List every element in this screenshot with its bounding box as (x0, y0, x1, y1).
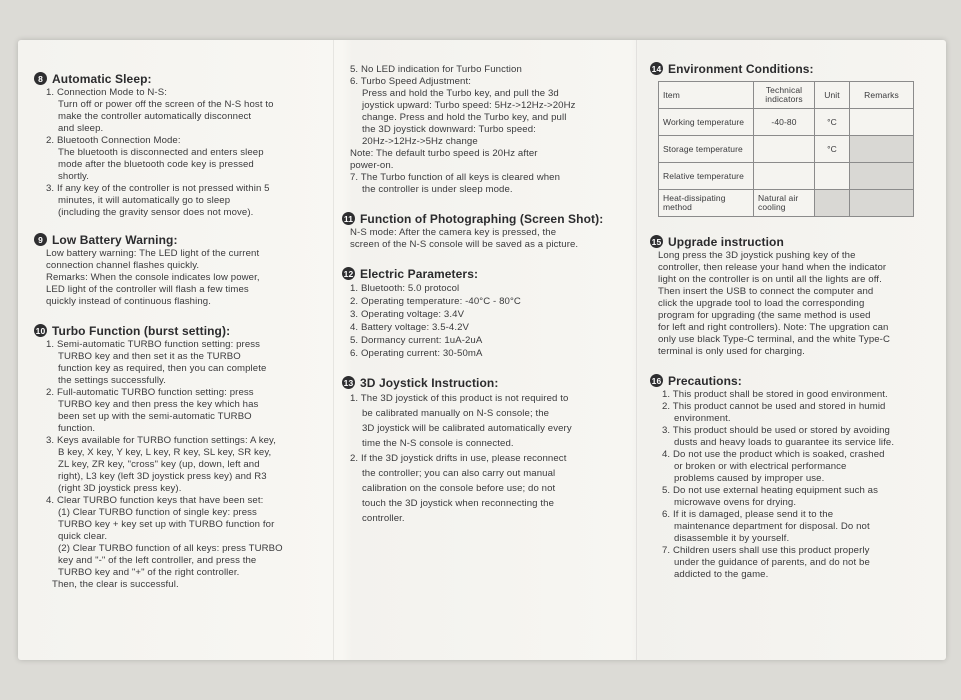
text-line: Press and hold the Turbo key, and pull the 3d (362, 88, 559, 99)
table-cell (754, 136, 815, 163)
table-cell (850, 163, 914, 190)
text-line: function key as required, then you can complete (58, 363, 267, 374)
text-line: 1. Connection Mode to N-S: (46, 87, 167, 98)
table-cell: Relative temperature (659, 163, 754, 190)
text-line: controller, then release your hand when the indicator (658, 262, 887, 273)
text-line: Then, the clear is successful. (52, 579, 179, 590)
text-line: Note: The default turbo speed is 20Hz after (350, 148, 538, 159)
text-line: change. Press and hold the Turbo key, and pull (362, 112, 567, 123)
text-line: 5. Do not use external heating equipment such as (662, 485, 878, 496)
text-line: Then insert the USB to connect the computer and (658, 286, 874, 297)
text-line: maintenance department for disposal. Do not (674, 521, 870, 532)
section-9-heading (34, 233, 324, 246)
table-cell: Natural air cooling (754, 190, 815, 217)
table-cell: Working temperature (659, 109, 754, 136)
text-line: dusts and heavy loads to guarantee its service life. (674, 437, 895, 448)
section-number-badge: 9 (34, 233, 47, 246)
text-line: only use black Type-C terminal, and the white Type-C (658, 334, 891, 345)
text-line: 3D joystick will be calibrated automatically every (362, 423, 572, 434)
text-line: and sleep. (58, 123, 104, 134)
table-cell (850, 109, 914, 136)
text-line: microwave ovens for drying. (674, 497, 797, 508)
text-line: N-S mode: After the camera key is pressed, the (350, 227, 557, 238)
header-cell: Technical indicators (754, 82, 815, 109)
text-line: Remarks: When the console indicates low power, (46, 272, 260, 283)
text-line: 2. If the 3D joystick drifts in use, please reconnect (350, 453, 567, 464)
text-line: 6. Operating current: 30-50mA (350, 348, 483, 359)
text-line: 3. Operating voltage: 3.4V (350, 309, 465, 320)
section-number-badge: 11 (343, 213, 354, 224)
text-line: 3. If any key of the controller is not pressed within 5 (46, 183, 270, 194)
section-title: Electric Parameters: (360, 266, 479, 281)
table-cell (850, 136, 914, 163)
text-line: (1) Clear TURBO function of single key: press (58, 507, 257, 518)
header-cell: Unit (815, 82, 850, 109)
text-line: 4. Battery voltage: 3.5-4.2V (350, 322, 470, 333)
column-right (650, 62, 940, 581)
text-line: been set up with the semi-automatic TURBO (58, 411, 252, 422)
text-line: 1. The 3D joystick of this product is not required to (350, 393, 569, 404)
text-line: 2. Bluetooth Connection Mode: (46, 135, 181, 146)
table-cell: Storage temperature (659, 136, 754, 163)
section-10-heading (34, 324, 324, 337)
text-line: 1. Semi-automatic TURBO function setting: press (46, 339, 261, 350)
environment-table (658, 81, 914, 217)
text-line: 6. Turbo Speed Adjustment: (350, 76, 471, 87)
text-line: for left and right controllers). Note: The upgration can (658, 322, 889, 333)
text-line: connection channel flashes quickly. (46, 260, 200, 271)
text-line: 1. Bluetooth: 5.0 protocol (350, 283, 460, 294)
text-line: 1. This product shall be stored in good environment. (662, 389, 888, 400)
text-line: minutes, it will automatically go to sleep (58, 195, 231, 206)
text-line: light on the controller is on until all the lights are off. (658, 274, 882, 285)
section-number-badge: 14 (651, 63, 662, 74)
text-line: TURBO key and then press the key which has (58, 399, 259, 410)
text-line: the controller is under sleep mode. (362, 184, 513, 195)
table-cell (850, 190, 914, 217)
text-line: quickly instead of continuous flashing. (46, 296, 211, 307)
table-row (659, 109, 914, 136)
text-line: ZL key, ZR key, "cross" key (up, down, left and (58, 459, 260, 470)
table-row (659, 163, 914, 190)
section-title: Precautions: (668, 373, 742, 388)
section-number-badge: 12 (343, 268, 354, 279)
text-line: 2. This product cannot be used and stored in humid (662, 401, 886, 412)
text-line: the settings successfully. (58, 375, 166, 386)
fold-line-right (636, 40, 637, 660)
table-cell (815, 163, 850, 190)
table-header-row (659, 82, 914, 109)
table-cell (754, 163, 815, 190)
text-line: controller. (362, 513, 405, 524)
text-line: make the controller automatically disconnect (58, 111, 252, 122)
text-line: B key, X key, Y key, L key, R key, SL key, SR key, (58, 447, 272, 458)
text-line: problems caused by improper use. (674, 473, 825, 484)
table-cell: °C (815, 109, 850, 136)
section-number-badge: 10 (35, 325, 46, 336)
text-line: Turn off or power off the screen of the N-S host to (58, 99, 274, 110)
text-line: TURBO key and then set it as the TURBO (58, 351, 241, 362)
section-14-heading (650, 62, 940, 75)
table-row (659, 190, 914, 217)
section-title: Automatic Sleep: (52, 71, 152, 86)
text-line: mode after the bluetooth code key is pressed (58, 159, 254, 170)
section-16-heading (650, 374, 940, 387)
text-line: 20Hz->12Hz->5Hz change (362, 136, 478, 147)
text-line: or broken or with electrical performance (674, 461, 847, 472)
section-title: Low Battery Warning: (52, 232, 178, 247)
table-row (659, 136, 914, 163)
text-line: right), L3 key (left 3D joystick press key) and R3 (58, 471, 267, 482)
section-13-heading (342, 376, 630, 389)
column-left (34, 72, 324, 591)
text-line: 4. Clear TURBO function keys that have been set: (46, 495, 264, 506)
text-line: 4. Do not use the product which is soaked, crashed (662, 449, 885, 460)
section-11-heading (342, 212, 630, 225)
text-line: quick clear. (58, 531, 108, 542)
section-title: Upgrade instruction (668, 234, 784, 249)
text-line: 6. If it is damaged, please send it to the (662, 509, 834, 520)
header-cell: Remarks (850, 82, 914, 109)
table-cell: -40-80 (754, 109, 815, 136)
text-line: the 3D joystick downward: Turbo speed: (362, 124, 536, 135)
text-line: under the guidance of parents, and do not be (674, 557, 870, 568)
text-line: terminal is only used for charging. (658, 346, 805, 357)
text-line: joystick upward: Turbo speed: 5Hz->12Hz->20Hz (362, 100, 576, 111)
text-line: power-on. (350, 160, 394, 171)
column-middle (343, 64, 630, 526)
section-number-badge: 13 (343, 377, 354, 388)
text-line: shortly. (58, 171, 90, 182)
text-line: key and "-" of the left controller, and press the (58, 555, 257, 566)
text-line: 3. Keys available for TURBO function settings: A key, (46, 435, 276, 446)
text-line: TURBO key and "+" of the right controller. (58, 567, 240, 578)
text-line: function. (58, 423, 96, 434)
section-number-badge: 8 (34, 72, 47, 85)
text-line: screen of the N-S console will be saved as a picture. (350, 239, 579, 250)
section-title: Function of Photographing (Screen Shot): (360, 211, 604, 226)
text-line: 5. No LED indication for Turbo Function (350, 64, 522, 75)
text-line: TURBO key + key set up with TURBO function for (58, 519, 275, 530)
header-cell: Item (659, 82, 754, 109)
table-cell: °C (815, 136, 850, 163)
text-line: 7. The Turbo function of all keys is cleared when (350, 172, 561, 183)
text-line: 3. This product should be used or stored by avoiding (662, 425, 890, 436)
text-line: The bluetooth is disconnected and enters sleep (58, 147, 264, 158)
text-line: click the upgrade tool to load the corresponding (658, 298, 865, 309)
section-12-heading (342, 267, 630, 280)
section-number-badge: 16 (651, 375, 662, 386)
section-title: Environment Conditions: (668, 61, 814, 76)
table-cell: Heat-dissipating method (659, 190, 754, 217)
section-title: 3D Joystick Instruction: (360, 375, 499, 390)
section-number-badge: 15 (651, 236, 662, 247)
text-line: Low battery warning: The LED light of the current (46, 248, 260, 259)
fold-line-left (333, 40, 334, 660)
table-cell (815, 190, 850, 217)
text-line: (2) Clear TURBO function of all keys: press TURBO (58, 543, 283, 554)
text-line: LED light of the controller will flash a few times (46, 284, 249, 295)
section-8-heading (34, 72, 324, 85)
text-line: 2. Operating temperature: -40°C - 80°C (350, 296, 521, 307)
text-line: 2. Full-automatic TURBO function setting: press (46, 387, 254, 398)
text-line: be calibrated manually on N-S console; the (362, 408, 550, 419)
text-line: 5. Dormancy current: 1uA-2uA (350, 335, 483, 346)
text-line: 7. Children users shall use this product properly (662, 545, 870, 556)
text-line: (right 3D joystick press key). (58, 483, 182, 494)
text-line: time the N-S console is connected. (362, 438, 514, 449)
section-title: Turbo Function (burst setting): (52, 323, 231, 338)
text-line: environment. (674, 413, 731, 424)
text-line: disassemble it by yourself. (674, 533, 790, 544)
text-line: touch the 3D joystick when reconnecting the (362, 498, 555, 509)
text-line: (including the gravity sensor does not move). (58, 207, 254, 218)
text-line: addicted to the game. (674, 569, 769, 580)
section-15-heading (650, 235, 940, 248)
text-line: calibration on the console before use; do not (362, 483, 556, 494)
text-line: Long press the 3D joystick pushing key of the (658, 250, 856, 261)
text-line: program for upgrading (the same method is used (658, 310, 871, 321)
text-line: the controller; you can also carry out manual (362, 468, 556, 479)
